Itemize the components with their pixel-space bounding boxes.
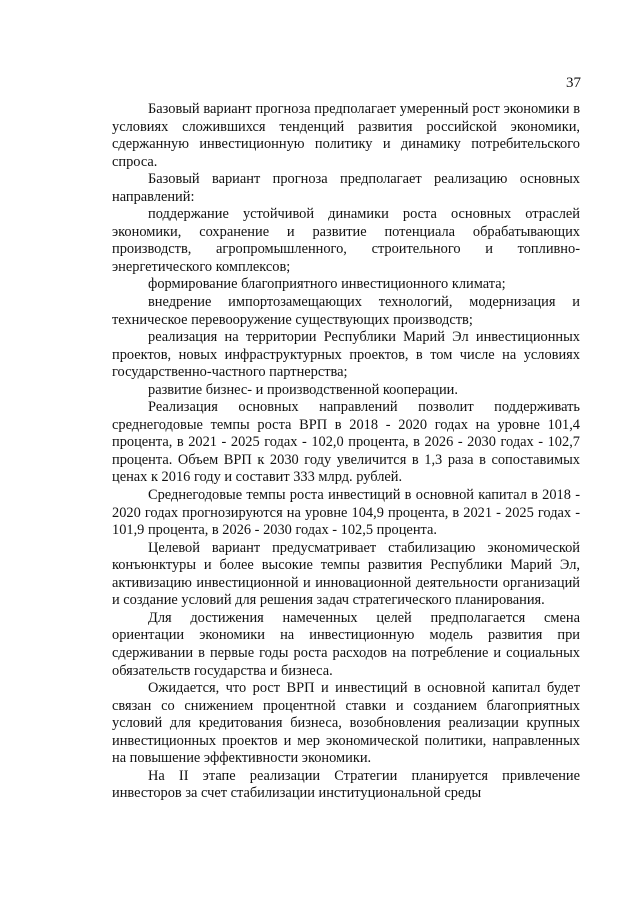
paragraph-4: Среднегодовые темпы роста инвестиций в основной капитал в 2018 - 2020 годах прогнозируются на уровне 104,9 процента, в 2021 - 2025 годах - 101,9 процента, в 2026 - 2030 годах - 102,5 процента.	[112, 487, 580, 539]
paragraph-2: Базовый вариант прогноза предполагает реализацию основных направлений:	[112, 171, 580, 205]
list-item-1: поддержание устойчивой динамики роста основных отраслей экономики, сохранение и развитие потенциала обрабатывающих производств, агропромышленного, строительного и топливно-энергетического комплексов;	[112, 206, 580, 275]
paragraph-1: Базовый вариант прогноза предполагает умеренный рост экономики в условиях сложившихся тенденций развития российской экономики, сдержанную инвестиционную политику и динамику потребительского спроса.	[112, 101, 580, 170]
list-item-2: формирование благоприятного инвестиционного климата;	[148, 276, 506, 293]
paragraph-7: Ожидается, что рост ВРП и инвестиций в основной капитал будет связан со снижением процентной ставки и созданием благоприятных условий для кредитования бизнеса, возобновления реализации крупных инвестиционных проектов и мер экономической политики, направленных на повышение эффективности экономики.	[112, 680, 580, 767]
paragraph-3: Реализация основных направлений позволит поддерживать среднегодовые темпы роста ВРП в 2018 - 2020 годах на уровне 101,4 процента, в 2021 - 2025 годах - 102,0 процента, в 2026 - 2030 годах - 102,7 процента. Объем ВРП к 2030 году увеличится в 1,3 раза в сопоставимых ценах к 2016 году и составит 333 млрд. рублей.	[112, 399, 580, 486]
list-item-4: реализация на территории Республики Марий Эл инвестиционных проектов, новых инфраструктурных проектов, в том числе на условиях государственно-частного партнерства;	[112, 329, 580, 381]
page-number: 37	[566, 75, 581, 91]
paragraph-6: Для достижения намеченных целей предполагается смена ориентации экономики на инвестиционную модель развития при сдерживании в первые годы роста расходов на потребление и социальных обязательств государства и бизнеса.	[112, 609, 580, 679]
paragraph-8: На II этапе реализации Стратегии планируется привлечение инвесторов за счет стабилизации институциональной среды	[112, 767, 580, 802]
paragraph-5: Целевой вариант предусматривает стабилизацию экономической конъюнктуры и более высокие темпы развития Республики Марий Эл, активизацию инвестиционной и инновационной деятельности организаций и создание условий для решения задач стратегического планирования.	[112, 539, 580, 609]
list-item-3: внедрение импортозамещающих технологий, модернизация и техническое перевооружение существующих производств;	[112, 294, 580, 328]
list-item-5: развитие бизнес- и производственной кооперации.	[148, 381, 458, 398]
body-text	[112, 101, 580, 803]
